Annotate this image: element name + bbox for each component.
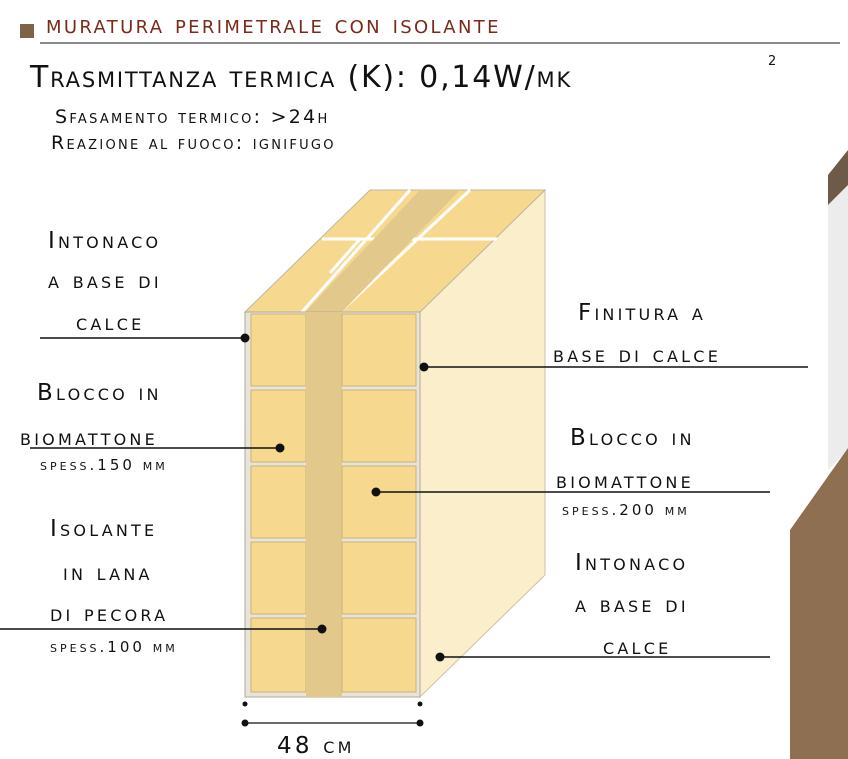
label-plaster-left-line1: Intonaco bbox=[48, 228, 162, 254]
left-bricks bbox=[251, 314, 306, 692]
label-insulation-line2: in lana bbox=[63, 560, 153, 586]
label-plaster-right-line2: a base di bbox=[575, 592, 689, 618]
label-plaster-right-line1: Intonaco bbox=[575, 550, 689, 576]
transmittance-heading: Trasmittanza termica (K): 0,14W/mk bbox=[30, 60, 573, 95]
label-brick-left-line1: Blocco in bbox=[37, 380, 162, 406]
label-brick-right-line1: Blocco in bbox=[570, 425, 695, 451]
label-plaster-left-line3: calce bbox=[76, 310, 145, 336]
label-insulation-line3: di pecora bbox=[50, 601, 169, 627]
transmittance-superscript: 2 bbox=[768, 54, 777, 69]
page-title: muratura perimetrale con isolante bbox=[46, 10, 501, 40]
label-plaster-left-line2: a base di bbox=[48, 268, 162, 294]
label-finish-line1: Finitura a bbox=[578, 300, 706, 326]
dimension-label: 48 cm bbox=[277, 733, 355, 759]
label-brick-left-spec: spess.150 mm bbox=[40, 456, 168, 474]
label-brick-right-spec: spess.200 mm bbox=[562, 501, 690, 519]
label-brick-right-line2: biomattone bbox=[556, 468, 694, 494]
insulation-column bbox=[306, 312, 342, 697]
label-finish-line2: base di calce bbox=[553, 342, 722, 368]
label-brick-left-line2: biomattone bbox=[20, 425, 158, 451]
fire-reaction: Reazione al fuoco: ignifugo bbox=[51, 132, 336, 154]
right-bricks bbox=[342, 314, 416, 692]
label-insulation-line1: Isolante bbox=[50, 516, 158, 542]
label-plaster-right-line3: calce bbox=[603, 634, 672, 660]
thermal-phase-shift: Sfasamento termico: >24h bbox=[55, 106, 330, 128]
label-insulation-spec: spess.100 mm bbox=[50, 638, 178, 656]
